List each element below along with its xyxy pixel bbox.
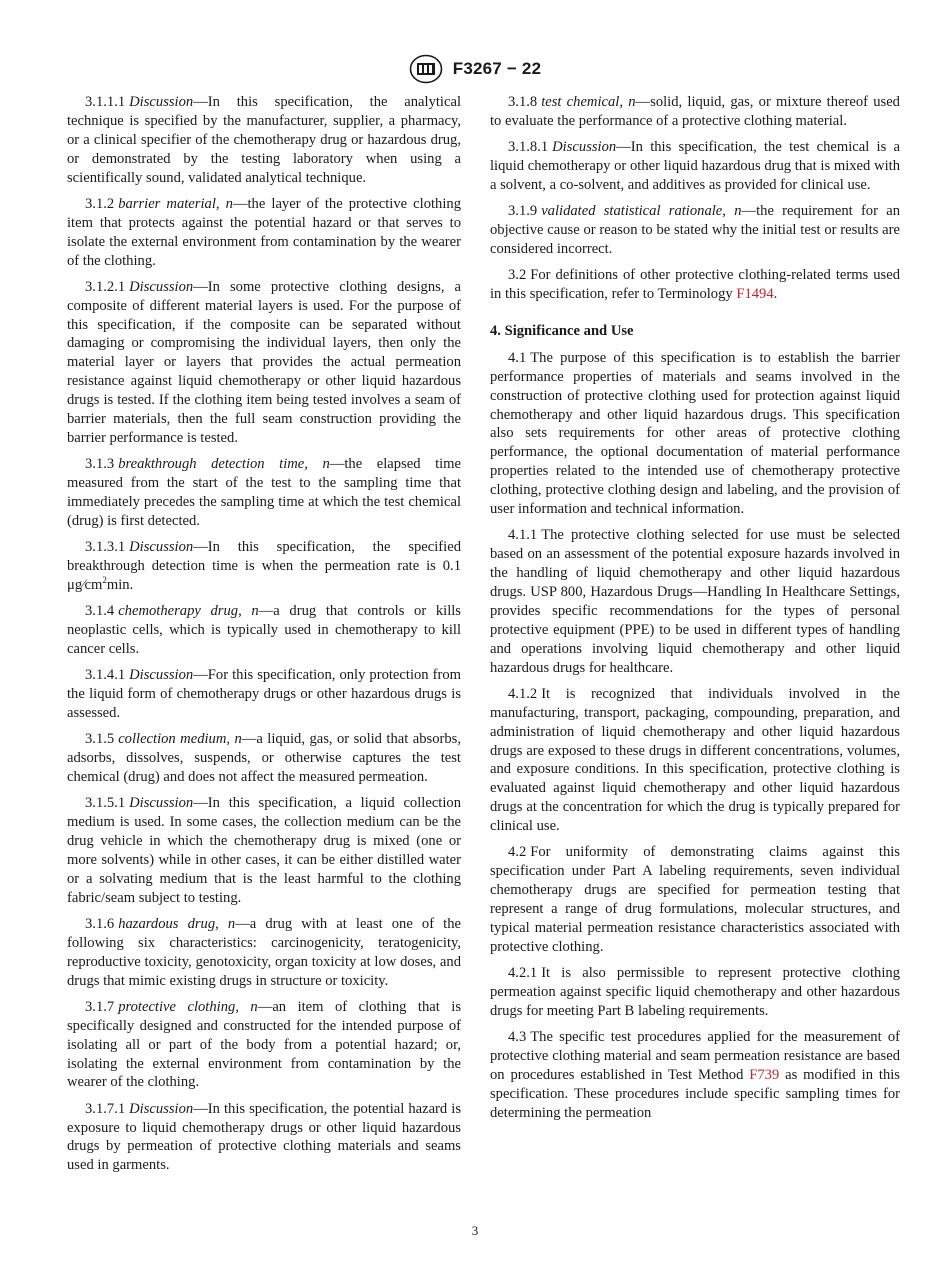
section-para: 4.1.2 It is recognized that individuals involved in the manufacturing, transport, packaging, compounding, preparation, and administration of liquid chemotherapy and other liquid hazardous drugs are exposed to these drugs in different concentrations, volumes, and exposure conditions. In this specification, protective clothing is evaluated against liquid chemotherapy and other liquid hazardous drugs at the concentration for which the drug is typically prepared for clinical use.: [490, 685, 900, 835]
definition-para: 3.1.8.1 Discussion—In this specification, the test chemical is a liquid chemotherapy or other liquid hazardous drug that is mixed with a solvent, a co-solvent, and additives as provided for clinical use.: [490, 139, 900, 193]
left-column: [67, 93, 461, 1175]
section-para: 4.2 For uniformity of demonstrating claims against this specification under Part A labeling requirements, seven individual chemotherapy drugs are specified for permeation testing that represent a range of drug formulations, molecular structures, and typical material permeation resistance characteristics associated with protective clothing.: [490, 844, 900, 955]
definition-para: 3.1.5.1 Discussion—In this specification, a liquid collection medium is used. In some cases, the collection medium can be the drug vehicle in which the chemotherapy drug is mixed (one or more solvents) while in other cases, it can be either distilled water or a solvating medium that is the least harmful to the clothing fabric/seam subject to testing.: [67, 795, 461, 906]
section-para: 4.1 The purpose of this specification is to establish the barrier performance properties of materials and seams involved in the construction of protective clothing used for protection against liquid chemotherapy and other liquid hazardous drugs. This specification also sets requirements for other areas of protective clothing performance, the optional documentation of material performance properties related to the intended use of chemotherapy protective clothing, protective clothing design and labeling, and the provision of user information and technical information.: [490, 349, 900, 518]
terminology-reference-para: 3.2 For definitions of other protective clothing-related terms used in this specification, refer to Terminology F1494.: [490, 267, 900, 303]
definition-para: 3.1.6 hazardous drug, n—a drug with at least one of the following six characteristics: carcinogenicity, teratogenicity, reproductive toxicity, genotoxicity, organ toxicity at low doses, and drugs that mimic existing drugs in structure or toxicity.: [67, 915, 462, 989]
section-para: 4.1.1 The protective clothing selected for use must be selected based on an assessment of the potential exposure hazards involved in the handling of liquid chemotherapy and other liquid hazardous drugs. USP 800, Hazardous Drugs—Handling In Healthcare Settings, provides specific recommendations for the types of personal protective equipment (PPE) to be used in different types of handling and operations involving liquid chemotherapy and other liquid hazardous drugs for healthcare.: [490, 527, 900, 676]
definition-para: 3.1.4 chemotherapy drug, n—a drug that controls or kills neoplastic cells, which is typically used in chemotherapy to kill cancer cells.: [67, 603, 461, 657]
astm-logo-icon: [409, 54, 443, 84]
page-header: [0, 54, 950, 84]
definition-para: 3.1.4.1 Discussion—For this specification, only protection from the liquid form of chemotherapy drugs or other hazardous drugs is assessed.: [67, 667, 461, 721]
definition-para: 3.1.1.1 Discussion—In this specification, the analytical technique is specified by the manufacturer, supplier, a pharmacy, or a clinical specifier of the chemotherapy drug or hazardous drug, or demonstrated by the testing laboratory when using a scientifically sound, validated analytical technique.: [67, 94, 461, 186]
definition-para: 3.1.3 breakthrough detection time, n—the elapsed time measured from the start of the test to the sampling time that immediately precedes the sampling time at which the test chemical (drug) is first detected.: [67, 456, 462, 529]
f1494-link[interactable]: F1494: [736, 286, 774, 303]
page-number: 3: [471, 1223, 479, 1238]
section-heading: 4. Significance and Use: [490, 322, 634, 339]
definition-para: 3.1.3.1 Discussion—In this specification, the specified breakthrough detection time is when the permeation rate is 0.1 $\mu g⁄cm^2\min$.: [67, 539, 461, 593]
definition-para: 3.1.7.1 Discussion—In this specification, the potential hazard is exposure to liquid chemotherapy drugs or other liquid hazardous drugs by permeation of protective clothing materials and seams used in garments.: [67, 1100, 461, 1174]
right-column: [490, 93, 900, 1123]
definition-para: 3.1.9 validated statistical rationale, n—the requirement for an objective cause or reason to be stated why the initial test or results are considered incorrect.: [490, 203, 900, 257]
standard-designation: F3267 − 22: [452, 59, 542, 78]
f739-link[interactable]: F739: [749, 1066, 780, 1083]
definition-para: 3.1.5 collection medium, n—a liquid, gas, or solid that absorbs, adsorbs, dissolves, suspends, or otherwise captures the test chemical (drug) and does not affect the measured permeation.: [67, 731, 461, 785]
definition-para: 3.1.2 barrier material, n—the layer of the protective clothing item that protects against the potential hazard or that serves to isolate the external environment from contamination by the wearer of the clothing.: [67, 195, 461, 269]
section-para: 4.2.1 It is also permissible to represent protective clothing permeation against specific liquid chemotherapy and other hazardous drugs for meeting Part B labeling requirements.: [490, 965, 900, 1019]
section-para: 4.3 The specific test procedures applied for the measurement of protective clothing material and seam permeation resistance are based on procedures established in Test Method F739 as modified in this specification. These procedures include specific sampling times for determining the permeation: [490, 1029, 900, 1121]
definition-para: 3.1.7 protective clothing, n—an item of clothing that is specifically designed and constructed for the intended purpose of isolating all or part of the body from a potential hazard; or, isolating the external environment from contamination by the wearer of the clothing.: [67, 998, 462, 1091]
definition-para: 3.1.8 test chemical, n—solid, liquid, gas, or mixture thereof used to evaluate the performance of a protective clothing material.: [490, 94, 900, 129]
definition-para: 3.1.2.1 Discussion—In some protective clothing designs, a composite of different material layers is used. For the purpose of this specification, if the composite can be separated without damaging or compromising the individual layers, then only the material layer or layers that provides the actual permeation resistance against liquid chemotherapy or other liquid hazardous drugs is tested. If the clothing item being tested involves a seam of barrier materials, then the full seam construction providing the barrier performance is tested.: [67, 278, 461, 446]
